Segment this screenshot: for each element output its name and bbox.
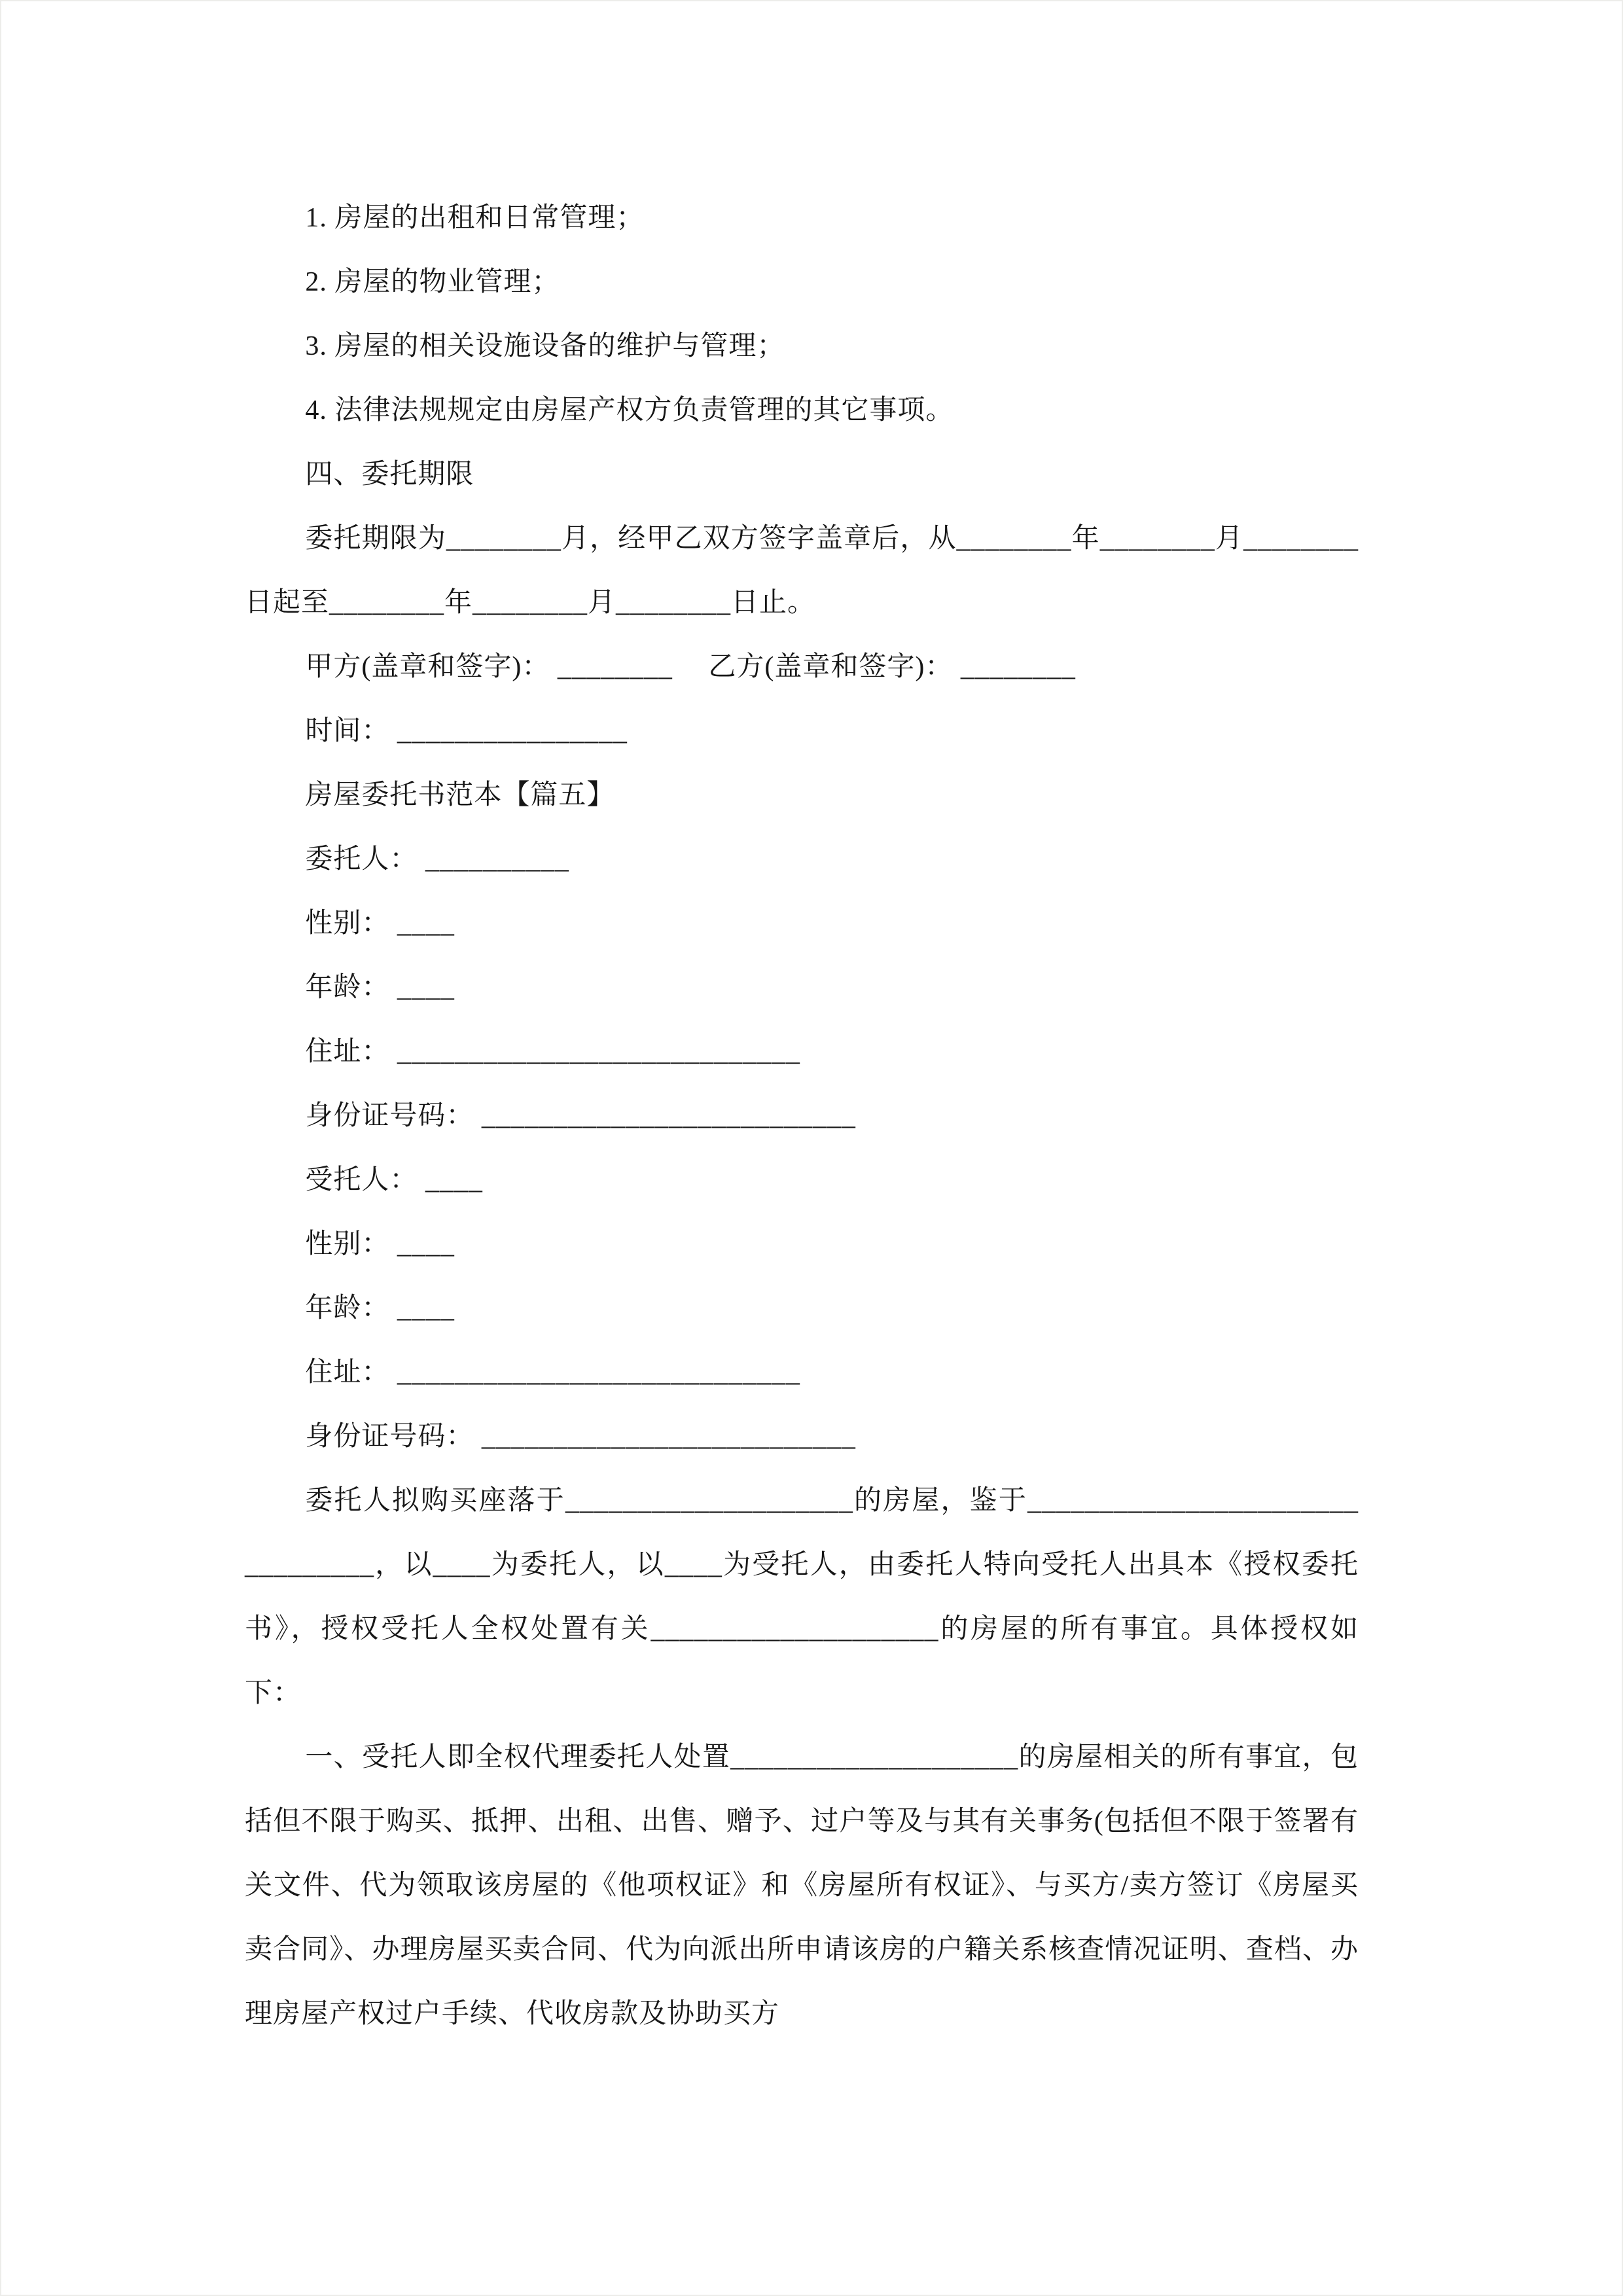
duty-item-4: 4. 法律法规规定由房屋产权方负责管理的其它事项。: [305, 395, 954, 425]
principal-gender-line: 性别： ____: [305, 908, 455, 939]
trustee-id-line: 身份证号码： __________________________: [305, 1422, 856, 1452]
duty-item-1: 1. 房屋的出租和日常管理；: [305, 203, 645, 233]
principal-age-line: 年龄： ____: [305, 973, 455, 1003]
duty-item-3: 3. 房屋的相关设施设备的维护与管理；: [305, 331, 785, 361]
authorization-clause-1: 一、受托人即全权代理委托人处置____________________的房屋相关的所有事宜，包括但不限于购买、抵押、出租、出售、赠予、过户等及与其有关事务(包括但不限于签署有关文件、代为领取该房屋的《他项权证》和《房屋所有权证》、与买方/卖方签订《房屋买卖合同》、办理房屋买卖合同、代为向派出所申请该房的户籍关系核查情况证明、查档、办理房屋产权过户手续、代收房款及协助买方: [245, 1742, 1359, 2029]
trustee-age-line: 年龄： ____: [305, 1293, 455, 1323]
authorization-intro-paragraph: 委托人拟购买座落于____________________的房屋，鉴于________________________________，以____为委托人，以____为受托人，由委托人特向受托人出具本《授权委托书》，授权受托人全权处置有关____________________的房屋的所有事宜。具体授权如下：: [245, 1486, 1359, 1708]
trustee-address-line: 住址： ____________________________: [305, 1357, 800, 1388]
principal-name-line: 委托人： __________: [305, 844, 569, 874]
trustee-name-line: 受托人： ____: [305, 1165, 483, 1195]
duty-item-2: 2. 房屋的物业管理；: [305, 267, 560, 297]
principal-address-line: 住址： ____________________________: [305, 1037, 800, 1067]
trustee-gender-line: 性别： ____: [305, 1229, 455, 1259]
principal-id-line: 身份证号码： __________________________: [305, 1101, 856, 1131]
term-paragraph: 委托期限为________月，经甲乙双方签字盖章后，从________年________月________日起至________年________月________日止。: [245, 524, 1359, 618]
template-title-part5: 房屋委托书范本【篇五】: [305, 780, 615, 810]
section-heading-term: 四、委托期限: [305, 459, 474, 490]
signature-line: 甲方(盖章和签字)： ________ 乙方(盖章和签字)： ________: [305, 652, 1076, 682]
date-line: 时间： ________________: [305, 716, 628, 746]
